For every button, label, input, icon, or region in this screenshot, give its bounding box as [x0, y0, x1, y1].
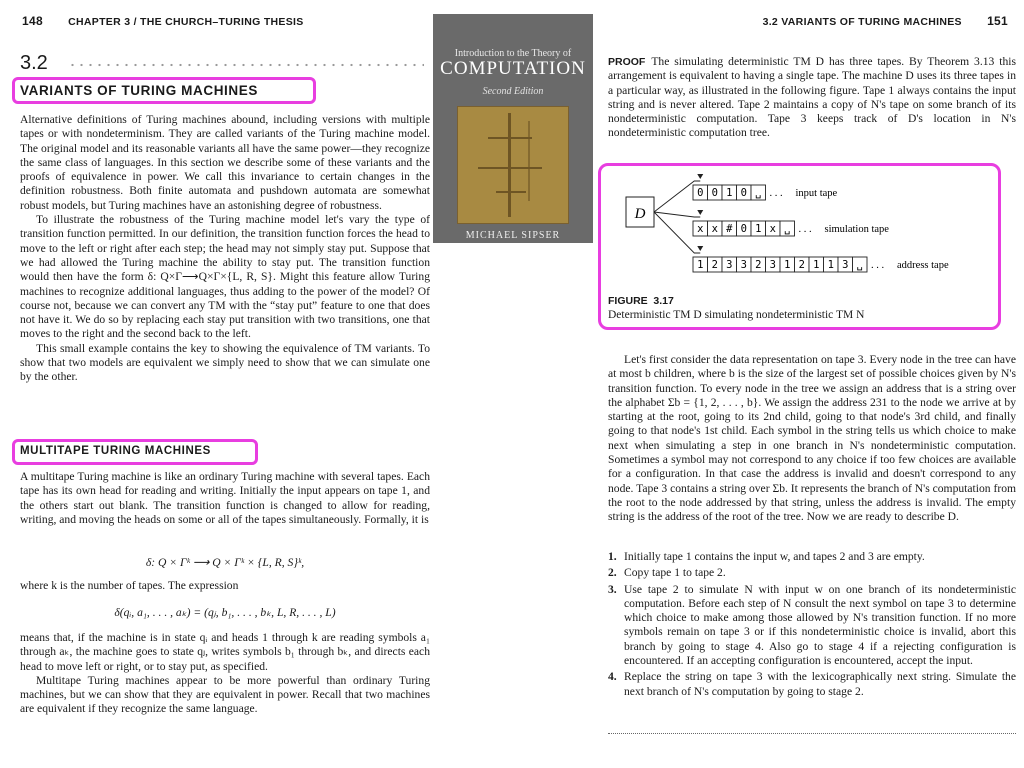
tape-symbol: 2	[755, 259, 762, 271]
tape-head-icon	[697, 246, 703, 251]
multitape-intro	[20, 470, 430, 527]
tape-symbol: ␣	[755, 187, 762, 199]
tape-symbol: 1	[697, 259, 704, 271]
step-item	[608, 566, 1016, 580]
cover-artwork	[457, 106, 569, 224]
tape-symbol: 1	[726, 187, 733, 199]
paragraph: Alternative definitions of Turing machines abound, including versions with multiple tapes or with nondeterminism. They are called variants of the Turing machine model. The original model and its reasonable variants all have the same power—they recognize the same class of languages. In this section we describe some of these variants and the proofs of equivalence in power. We call this invariance to certain changes in the definition robustness. Both finite automata and pushdown automata are somewhat robust models, but Turing machines have an astonishing degree of robustness.	[20, 113, 430, 212]
step-text: Replace the string on tape 3 with the lexicographically next string. Simulate the next branch of N's computation by going to stage 2.	[624, 670, 1016, 698]
tape-symbol: 1	[827, 259, 834, 271]
right-page-number: 151	[987, 14, 1008, 28]
section-dot-rule	[68, 62, 424, 68]
cover-title-line2: COMPUTATION	[440, 58, 586, 79]
paragraph: A multitape Turing machine is like an ordinary Turing machine with several tapes. Each tape has its own head for reading and writing. Initially the input appears on tape 1, and the others start out blank. The transition function is changed to allow for reading, writing, and moving the heads on some or all of the tapes simultaneously. Formally, it is	[20, 470, 430, 526]
tape-symbol: 1	[784, 259, 791, 271]
tape-symbol: 3	[726, 259, 733, 271]
proof-label: PROOF	[608, 56, 646, 68]
figure-caption: Deterministic TM D simulating nondeterministic TM N	[608, 309, 865, 321]
tape3-explanation	[608, 353, 1016, 525]
artwork-stroke	[508, 113, 511, 217]
tape-symbol: 0	[740, 223, 747, 235]
left-page-number: 148	[22, 14, 43, 28]
tape-symbol: ␣	[784, 223, 791, 235]
step-item	[608, 583, 1016, 669]
paragraph: means that, if the machine is in state qᵢ and heads 1 through k are reading symbols a₁ through aₖ, the machine goes to state qⱼ, writes symbols b₁ through bₖ, and directs each head to move left or right, or to stay put, as specified.	[20, 631, 430, 673]
left-page-header	[22, 14, 304, 28]
step-item	[608, 550, 1016, 564]
tape-symbol: 2	[798, 259, 805, 271]
step-text: Copy tape 1 to tape 2.	[624, 566, 726, 580]
step-number: 3.	[608, 582, 617, 596]
tape-head-icon	[697, 174, 703, 179]
tape-symbol: 3	[740, 259, 747, 271]
cover-author: MICHAEL SIPSER	[465, 230, 561, 241]
figure-caption-block	[608, 294, 864, 322]
tape-symbol: #	[726, 223, 733, 235]
where-text	[20, 579, 430, 593]
section-title: VARIANTS OF TURING MACHINES	[20, 83, 258, 98]
book-cover-image	[433, 14, 593, 243]
artwork-stroke	[528, 121, 530, 201]
machine-label: D	[634, 206, 646, 222]
cover-title-line1: Introduction to the Theory of	[454, 48, 572, 59]
means-text	[20, 631, 430, 717]
artwork-stroke	[488, 137, 532, 139]
proof-paragraph	[608, 55, 1016, 141]
step-number: 4.	[608, 670, 617, 684]
tape-symbol: 1	[755, 223, 762, 235]
cover-edition: Second Edition	[482, 86, 544, 97]
tape-ellipsis: . . .	[871, 260, 885, 271]
tape-symbol: 3	[769, 259, 776, 271]
right-page-header	[763, 14, 1008, 28]
figure-label: FIGURE	[608, 295, 648, 307]
step-text: Initially tape 1 contains the input w, and tapes 2 and 3 are empty.	[624, 550, 925, 563]
right-section-title: 3.2 VARIANTS OF TURING MACHINES	[762, 16, 962, 28]
paragraph: To illustrate the robustness of the Turing machine model let's vary the type of transition function permitted. In our definition, the transition function forces the head to move to the left or right after each step; the head may not simply stay put. Suppose that we had allowed the Turing machine the ability to stay put. The transition function would then have the form δ: Q×Γ⟶Q×Γ×{L, R, S}. Might this feature allow Turing machines to recognize additional languages, thus adding to the power of the model? Of course not, because we can convert any TM with the “stay put” feature to one that does not have it. We do so by replacing each stay put transition with two transitions, one that moves to the right and the second back to the left.	[20, 213, 430, 341]
tape-symbol: 0	[740, 187, 747, 199]
proof-text: The simulating deterministic TM D has three tapes. By Theorem 3.13 this arrangement is equivalent to having a single tape. The machine D uses its three tapes in a particular way, as illustrated in the following figure. Tape 1 always contains the input string and is never altered. Tape 2 maintains a copy of N's tape on some branch of its nondeterministic computation. Tape 3 keeps track of D's location in N's nondeterministic computation tree.	[608, 55, 1016, 140]
paragraph: Let's first consider the data representation on tape 3. Every node in the tree can have at most b children, where b is the size of the largest set of possible choices given by N's transition function. To every node in the tree we assign an address that is a string over the alphabet Σb = {1, 2, . . . , b}. We assign the address 231 to the node we arrive at by starting at the root, going to its 2nd child, going to that node's 3rd child, and finally going to that node's 1st child. Each symbol in the string tells us which choice to make next when simulating a step in one branch in N's nondeterministic computation. Sometimes a symbol may not correspond to any choice if too few choices are available for a configuration. In that case the address is invalid and doesn't correspond to any node. Tape 3 contains a string over Σb. It represents the branch of N's computation from the root to the node addressed by that string, unless the address is invalid. The empty string is the address of the root of the tree. Now we are ready to describe D.	[608, 353, 1017, 524]
tape-symbol: x	[697, 223, 704, 235]
tape-symbol: x	[711, 223, 718, 235]
tape-symbol: 0	[711, 187, 718, 199]
step-text: Use tape 2 to simulate N with input w on one branch of its nondeterministic computation. Before each step of N consult the next symbol on tape 3 to determine which choice to make among those allowed by N's transition function. If no more symbols remain on tape 3 or if this nondeterministic choice is invalid, abort this branch by going to stage 4. Also go to stage 4 if a rejecting configuration is encountered. If an accepting configuration is encountered, accept the input.	[624, 582, 1016, 668]
tape-ellipsis: . . .	[769, 188, 783, 199]
paragraph: This small example contains the key to showing the equivalence of TM variants. To show that two models are equivalent we simply need to show that we can simulate one by the other.	[20, 341, 430, 384]
tape-symbol: 1	[813, 259, 820, 271]
tape-symbol: 2	[711, 259, 718, 271]
artwork-stroke	[496, 191, 526, 193]
step-number: 2.	[608, 566, 617, 580]
tape-symbol: 0	[697, 187, 704, 199]
step-number: 1.	[608, 550, 617, 563]
algorithm-steps	[608, 550, 1016, 701]
step-item	[608, 670, 1016, 699]
subsection-title: MULTITAPE TURING MACHINES	[20, 445, 211, 457]
tape-label: simulation tape	[824, 224, 889, 235]
paragraph: Multitape Turing machines appear to be more powerful than ordinary Turing machines, but we can show that they are equivalent in power. Recall that two machines are equivalent if they recognize the same language.	[20, 673, 430, 716]
section-number: 3.2	[20, 52, 48, 74]
figure-number: 3.17	[653, 295, 674, 307]
tape-symbol: 3	[842, 259, 849, 271]
paragraph: where k is the number of tapes. The expression	[20, 579, 239, 592]
tape-label: address tape	[897, 260, 949, 271]
head-connector	[654, 212, 700, 217]
tape-symbol: ␣	[856, 259, 863, 271]
tape-diagram	[600, 165, 1000, 291]
transition-formula: δ: Q × Γᵏ ⟶ Q × Γᵏ × {L, R, S}ᵏ,	[145, 556, 305, 569]
tape-ellipsis: . . .	[798, 224, 812, 235]
page-bottom-rule	[608, 733, 1016, 734]
tape-symbol: x	[769, 223, 776, 235]
proof-block	[608, 55, 1016, 141]
tape-head-icon	[697, 210, 703, 215]
artwork-stroke	[478, 167, 542, 169]
tape-label: input tape	[795, 188, 838, 199]
left-chapter-title: CHAPTER 3 / THE CHURCH–TURING THESIS	[68, 16, 304, 28]
transition-expression: δ(qᵢ, a₁, . . . , aₖ) = (qⱼ, b₁, . . . , bₖ, L, R, . . . , L)	[114, 606, 336, 619]
left-intro-text	[20, 113, 430, 385]
